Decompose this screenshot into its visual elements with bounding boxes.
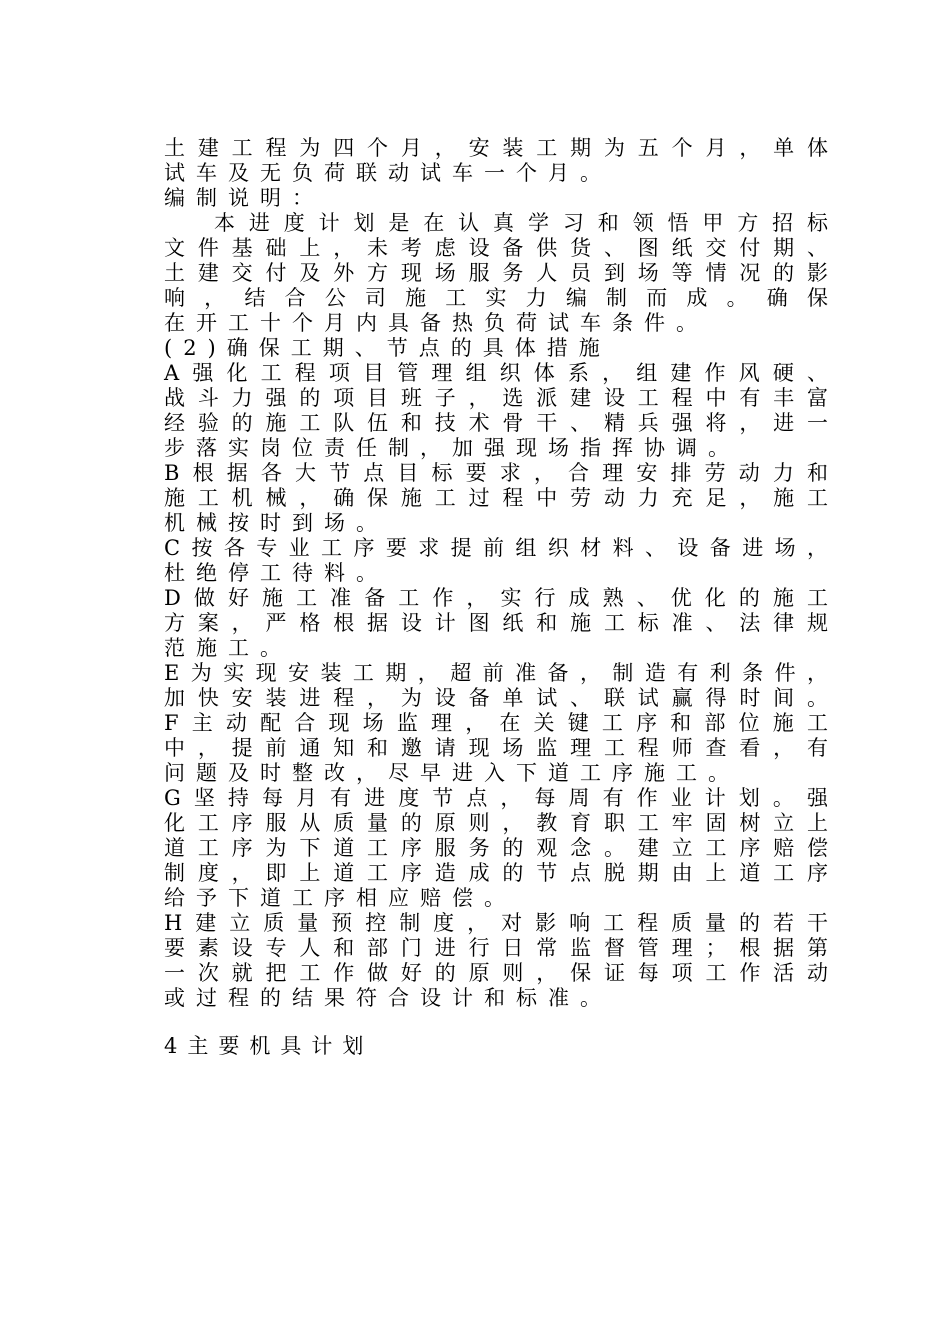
text-line: 一次就把工作做好的原则，保证每项工作活动	[164, 961, 828, 985]
text-line: 杜绝停工待料。	[164, 561, 388, 585]
text-line: A强化工程项目管理组织体系，组建作风硬、	[164, 361, 828, 385]
text-line: 问题及时整改，尽早进入下道工序施工。	[164, 761, 740, 785]
text-line: 试车及无负荷联动试车一个月。	[164, 161, 612, 185]
text-line: 土建交付及外方现场服务人员到场等情况的影	[164, 261, 828, 285]
text-line: 或过程的结果符合设计和标准。	[164, 986, 612, 1010]
text-line: 施工机械，确保施工过程中劳动力充足，施工	[164, 486, 828, 510]
text-line: 给予下道工序相应赔偿。	[164, 886, 516, 910]
text-line: 战斗力强的项目班子，选派建设工程中有丰富	[164, 386, 828, 410]
text-line: 道工序为下道工序服务的观念。建立工序赔偿	[164, 836, 828, 860]
text-line: (2)确保工期、节点的具体措施	[164, 336, 611, 360]
body-text	[164, 136, 828, 1011]
text-line: 范施工。	[164, 636, 292, 660]
text-line: 机械按时到场。	[164, 511, 388, 535]
text-line: 加快安装进程，为设备单试、联试赢得时间。	[164, 686, 828, 710]
text-line: E为实现安装工期，超前准备，制造有利条件，	[164, 661, 828, 685]
text-line: G坚持每月有进度节点，每周有作业计划。强	[164, 786, 828, 810]
text-line: 要素设专人和部门进行日常监督管理；根据第	[164, 936, 828, 960]
text-line: H建立质量预控制度，对影响工程质量的若干	[164, 911, 828, 935]
text-line: 土建工程为四个月，安装工期为五个月，单体	[164, 136, 828, 160]
text-line: 经验的施工队伍和技术骨干、精兵强将，进一	[164, 411, 828, 435]
section-heading: 4主要机具计划	[164, 1034, 374, 1058]
text-line: C按各专业工序要求提前组织材料、设备进场，	[164, 536, 828, 560]
text-line: B根据各大节点目标要求，合理安排劳动力和	[164, 461, 828, 485]
text-line: F主动配合现场监理，在关键工序和部位施工	[164, 711, 828, 735]
text-line: 方案，严格根据设计图纸和施工标准、法律规	[164, 611, 828, 635]
text-line: 制度，即上道工序造成的节点脱期由上道工序	[164, 861, 828, 885]
text-line: 中，提前通知和邀请现场监理工程师查看，有	[164, 736, 828, 760]
text-line: 步落实岗位责任制，加强现场指挥协调。	[164, 436, 740, 460]
text-line: 在开工十个月内具备热负荷试车条件。	[164, 311, 708, 335]
text-line: D做好施工准备工作，实行成熟、优化的施工	[164, 586, 828, 610]
text-line: 文件基础上，未考虑设备供货、图纸交付期、	[164, 236, 828, 260]
text-line: 响，结合公司施工实力编制而成。确保	[164, 286, 828, 310]
text-line: 本进度计划是在认真学习和领悟甲方招标	[214, 211, 828, 235]
text-line: 化工序服从质量的原则，教育职工牢固树立上	[164, 811, 828, 835]
text-line: 编制说明：	[164, 186, 324, 210]
